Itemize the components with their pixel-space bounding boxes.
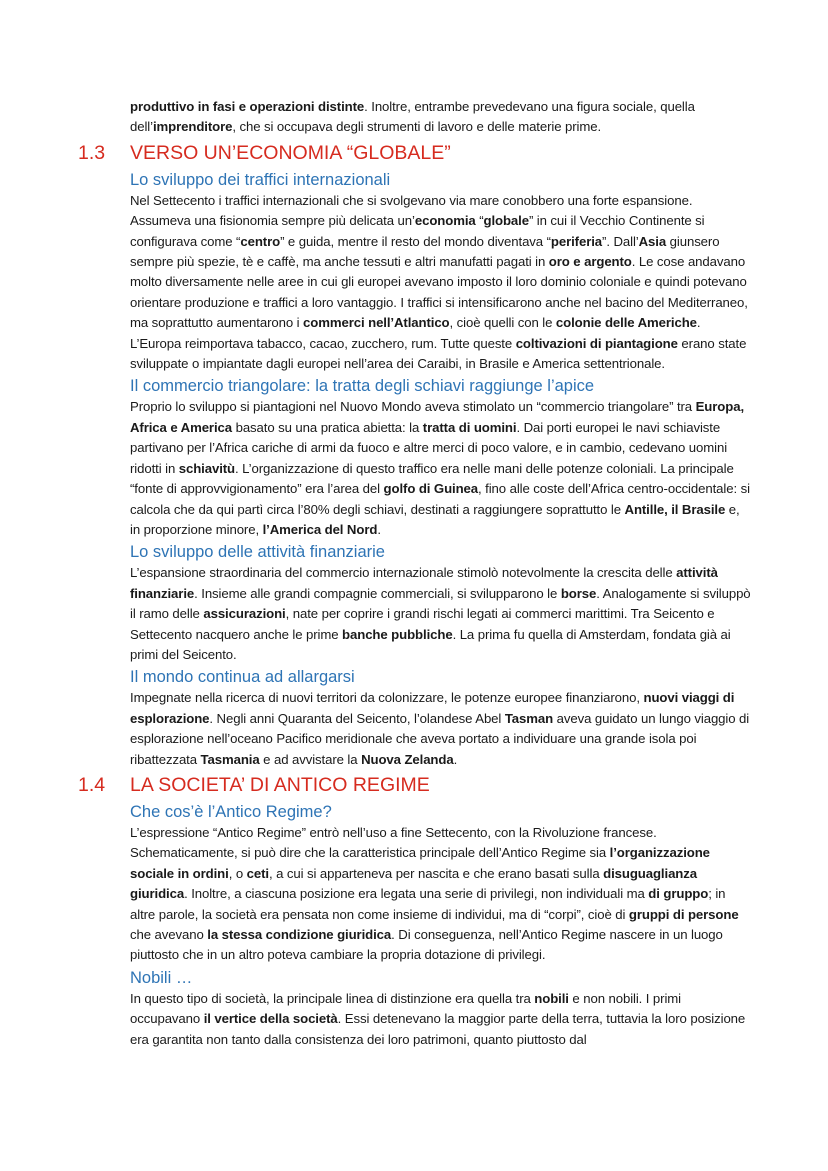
paragraph-nobili bbox=[130, 989, 752, 1050]
bold-text-run: periferia bbox=[550, 233, 603, 249]
text-run: Impegnate nella ricerca di nuovi territori da colonizzare, le potenze europee finanziarono, bbox=[130, 690, 644, 706]
text-run: e ad avvistare la bbox=[259, 751, 362, 767]
bold-text-run: banche pubbliche bbox=[342, 626, 453, 642]
text-run: , a cui si apparteneva per nascita e che erano basati sulla bbox=[268, 865, 604, 881]
paragraph-mondo-allargarsi bbox=[130, 688, 752, 770]
text-run: ; in altre parole, la società era pensata non come insieme di individui, ma di “corpi”, cioè di bbox=[130, 886, 726, 922]
text-run: ”. Dall’ bbox=[602, 233, 639, 249]
bold-text-run: Europa, Africa e America bbox=[130, 399, 745, 435]
subheading-nobili: Nobili … bbox=[130, 968, 193, 987]
bold-text-run: la stessa condizione giuridica bbox=[207, 927, 392, 942]
section-number: 1.3 bbox=[78, 141, 106, 164]
bold-text-run: produttivo in fasi e operazioni distinte bbox=[130, 99, 365, 114]
bold-text-run: attività finanziarie bbox=[130, 565, 718, 601]
bold-text-run: commerci nell’Atlantico bbox=[303, 315, 450, 331]
bold-text-run: globale bbox=[483, 213, 529, 229]
bold-text-run: colonie delle Americhe bbox=[555, 315, 697, 331]
text-run: Proprio lo sviluppo si piantagioni nel Nuovo Mondo aveva stimolato un “commercio triangolare” tra bbox=[130, 399, 696, 415]
text-run: aveva guidato un lungo viaggio di esplorazione nell’oceano Pacifico meridionale che aveva portato a individuare una grande isola poi ribattezzata bbox=[130, 710, 750, 767]
subheading-commercio-triangolare: Il commercio triangolare: la tratta degli schiavi raggiunge l’apice bbox=[130, 377, 595, 396]
text-run: . Negli anni Quaranta del Seicento, l’olandese Abel bbox=[209, 710, 505, 726]
bold-text-run: nuovi viaggi di esplorazione bbox=[130, 690, 735, 726]
bold-text-run: Nuova Zelanda bbox=[361, 751, 454, 767]
text-run: . L’Europa reimportava tabacco, cacao, zucchero, rum. Tutte queste bbox=[130, 315, 701, 351]
text-run: , che si occupava degli strumenti di lavoro e delle materie prime. bbox=[232, 119, 602, 135]
bold-text-run: Antille, il Brasile bbox=[624, 501, 726, 517]
bold-text-run: borse bbox=[560, 585, 597, 601]
text-run: . Di conseguenza, nell’Antico Regime nascere in un luogo piuttosto che in un altro poteva cambiare la propria dotazione di privilegi. bbox=[130, 927, 723, 963]
text-run: . Analogamente si sviluppò il ramo delle bbox=[130, 585, 751, 622]
bold-text-run: golfo di Guinea bbox=[383, 481, 479, 497]
paragraph-attivita-finanziarie bbox=[130, 563, 752, 665]
text-run: giunsero sempre più spezie, tè e caffè, ma anche tessuti e altri manufatti pagati in bbox=[130, 233, 720, 270]
text-run: e, in proporzione minore, bbox=[130, 501, 740, 537]
paragraph-antico-regime bbox=[130, 823, 752, 966]
bold-text-run: oro e argento bbox=[548, 254, 632, 270]
text-run: Nel Settecento i traffici internazionali che si svolgevano via mare conobbero una forte espansione. Assumeva una fisionomia sempre più delicata un’ bbox=[130, 192, 693, 229]
bold-text-run: assicurazioni bbox=[203, 606, 286, 622]
text-run: , nate per coprire i grandi rischi legati ai commerci marittimi. Tra Seicento e Settecento nacquero anche le prime bbox=[130, 606, 715, 642]
bold-text-run: Tasmania bbox=[200, 751, 260, 767]
text-run: L’espansione straordinaria del commercio internazionale stimolò notevolmente la crescita delle bbox=[130, 565, 677, 581]
text-run: . Dai porti europei le navi schiaviste partivano per l’Africa cariche di armi da fuoco e altre merci di poco valore, e in cambio, cedevano uomini ridotti in bbox=[130, 419, 728, 476]
text-run: “ bbox=[475, 213, 484, 229]
text-run: . Inoltre, entrambe prevedevano una figura sociale, quella dell’ bbox=[130, 99, 695, 135]
section-title: LA SOCIETA’ DI ANTICO REGIME bbox=[130, 773, 430, 796]
bold-text-run: disuguaglianza giuridica bbox=[130, 865, 697, 902]
bold-text-run: ceti bbox=[246, 865, 269, 881]
bold-text-run: nobili bbox=[534, 990, 569, 1006]
document-body bbox=[78, 97, 752, 1050]
text-run: . Inoltre, a ciascuna posizione era legata una serie di privilegi, non individuali ma bbox=[184, 886, 649, 902]
bold-text-run: tratta di uomini bbox=[422, 419, 517, 435]
text-run: e non nobili. I primi occupavano bbox=[130, 990, 682, 1027]
text-run: . Insieme alle grandi compagnie commerciali, si svilupparono le bbox=[194, 585, 561, 601]
subheading-traffici: Lo sviluppo dei traffici internazionali bbox=[130, 170, 391, 189]
bold-text-run: il vertice della società bbox=[203, 1011, 338, 1027]
intro-paragraph bbox=[130, 97, 752, 138]
text-run: In questo tipo di società, la principale linea di distinzione era quella tra bbox=[130, 990, 535, 1006]
text-run: , fino alle coste dell’Africa centro-occidentale: si calcola che da qui partì circa l’80% degli schiavi, destinati a raggiungere soprattutto le bbox=[130, 481, 750, 517]
bold-text-run: schiavitù bbox=[178, 460, 236, 476]
bold-text-run: l’organizzazione sociale in ordini bbox=[130, 845, 710, 881]
text-run: . L’organizzazione di questo traffico era nelle mani delle potenze coloniali. La principale “fonte di approvvigionamento” era l’area del bbox=[130, 460, 734, 497]
text-run: . Essi detenevano la maggior parte della terra, tuttavia la loro posizione era garantita non tanto dalla consistenza dei loro patrimoni, quanto piuttosto dal bbox=[130, 1011, 746, 1047]
section-title: VERSO UN’ECONOMIA “GLOBALE” bbox=[130, 141, 451, 164]
section-heading-1-4 bbox=[78, 772, 752, 800]
bold-text-run: Tasman bbox=[504, 710, 554, 726]
text-run: , cioè quelli con le bbox=[449, 315, 556, 331]
subheading-mondo-allargarsi: Il mondo continua ad allargarsi bbox=[130, 668, 355, 687]
bold-text-run: gruppi di persone bbox=[628, 906, 739, 922]
bold-text-run: economia bbox=[414, 213, 476, 229]
bold-text-run: centro bbox=[240, 233, 281, 249]
text-run: che avevano bbox=[130, 927, 208, 942]
bold-text-run: l’America del Nord bbox=[262, 521, 378, 537]
text-run: ” e guida, mentre il resto del mondo diventava “ bbox=[280, 233, 551, 249]
text-run: ” in cui il Vecchio Continente si configurava come “ bbox=[130, 213, 705, 249]
paragraph-traffici bbox=[130, 191, 752, 375]
bold-text-run: coltivazioni di piantagione bbox=[515, 335, 678, 351]
text-run: , o bbox=[228, 865, 247, 881]
text-run: . Le cose andavano molto diversamente nelle aree in cui gli europei avevano imposto il loro dominio coloniale e quindi potevano orientare produzione e traffici a loro vantaggio. I traffici si intensificarono anche nel bacino del Mediterraneo, ma soprattutto aumentarono i bbox=[130, 254, 748, 331]
text-run: . bbox=[377, 521, 381, 537]
paragraph-commercio-triangolare bbox=[130, 397, 752, 540]
text-run: L’espressione “Antico Regime” entrò nell’uso a fine Settecento, con la Rivoluzione francese. Schematicamente, si può dire che la caratteristica principale dell’Antico Regime sia bbox=[130, 824, 657, 861]
bold-text-run: Asia bbox=[638, 233, 667, 249]
text-run: basato su una pratica abietta: la bbox=[232, 419, 423, 435]
bold-text-run: di gruppo bbox=[648, 886, 709, 902]
subheading-antico-regime: Che cos’è l’Antico Regime? bbox=[130, 802, 332, 821]
bold-text-run: imprenditore bbox=[152, 119, 233, 135]
section-number: 1.4 bbox=[78, 773, 106, 796]
text-run: . La prima fu quella di Amsterdam, fondata già ai primi del Seicento. bbox=[130, 626, 731, 662]
section-heading-1-3 bbox=[78, 140, 752, 168]
text-run: erano state sviluppate o impiantate dagli europei nell’area dei Caraibi, in Brasile e America settentrionale. bbox=[130, 335, 747, 372]
subheading-attivita-finanziarie: Lo sviluppo delle attività finanziarie bbox=[130, 543, 385, 562]
text-run: . bbox=[453, 751, 458, 767]
